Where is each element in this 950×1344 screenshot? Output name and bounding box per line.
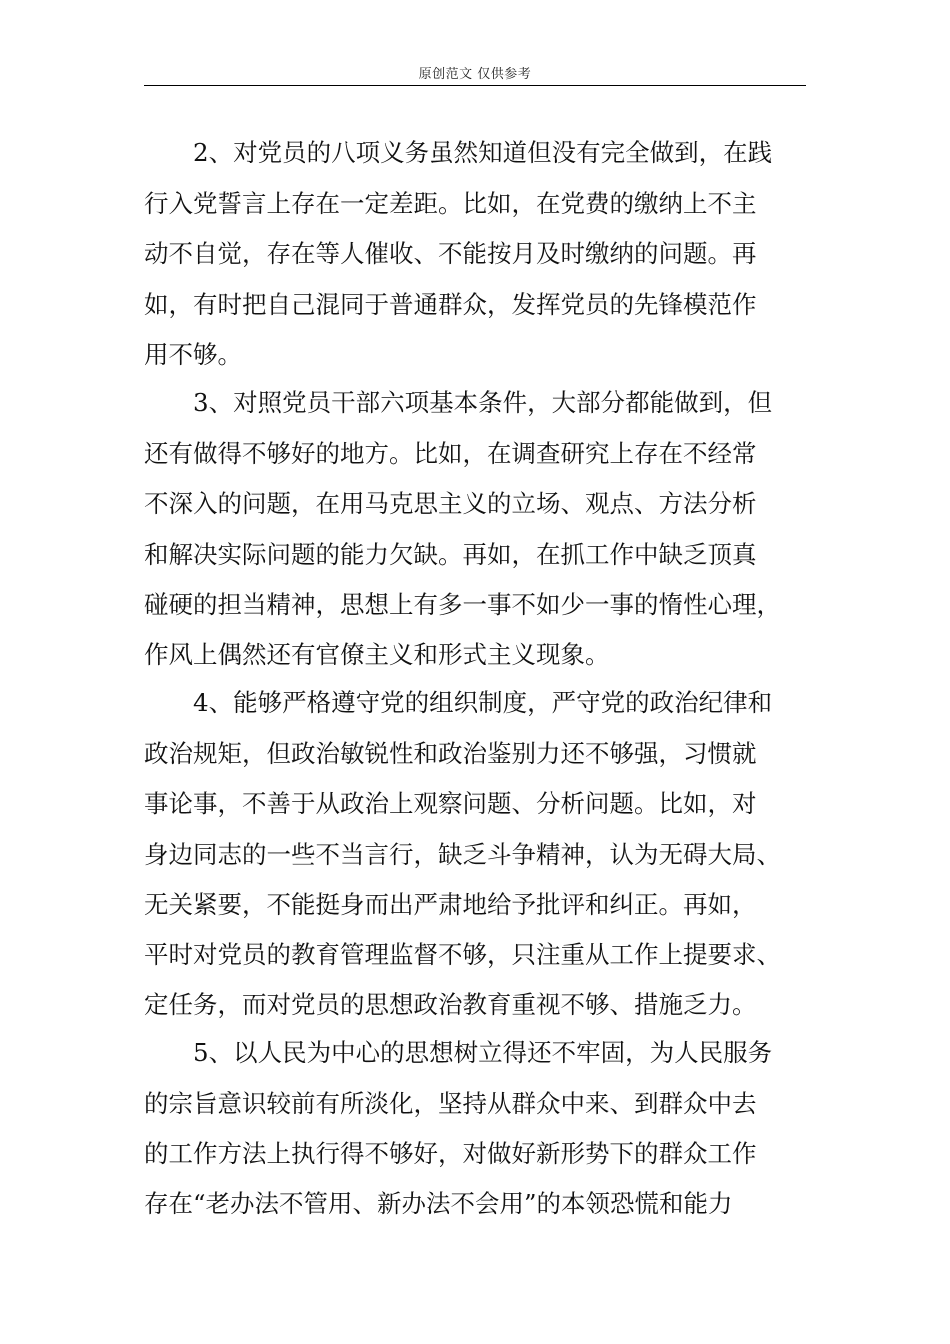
paragraph-4-line-7: 定任务，而对党员的思想政治教育重视不够、措施乏力。 xyxy=(144,990,757,1019)
paragraph-2-line-3: 动不自觉，存在等人催收、不能按月及时缴纳的问题。再 xyxy=(144,239,757,268)
paragraph-5-line-4: 存在“老办法不管用、新办法不会用”的本领恐慌和能力 xyxy=(144,1189,733,1218)
paragraph-5-line-1: 5、以人民为中心的思想树立得还不牢固，为人民服务 xyxy=(193,1038,773,1067)
paragraph-3-line-3: 不深入的问题，在用马克思主义的立场、观点、方法分析 xyxy=(144,489,757,518)
paragraph-5-line-2: 的宗旨意识较前有所淡化，坚持从群众中来、到群众中去 xyxy=(144,1089,757,1118)
paragraph-3-line-6: 作风上偶然还有官僚主义和形式主义现象。 xyxy=(144,640,610,669)
paragraph-2-line-2: 行入党誓言上存在一定差距。比如，在党费的缴纳上不主 xyxy=(144,189,757,218)
page-header: 原创范文 仅供参考 xyxy=(418,67,532,82)
paragraph-5-line-3: 的工作方法上执行得不够好，对做好新形势下的群众工作 xyxy=(144,1139,757,1168)
paragraph-2-line-5: 用不够。 xyxy=(144,340,242,369)
paragraph-4-line-1: 4、能够严格遵守党的组织制度，严守党的政治纪律和 xyxy=(193,688,773,717)
paragraph-4-line-6: 平时对党员的教育管理监督不够，只注重从工作上提要求、 xyxy=(144,940,781,969)
paragraph-4-line-4: 身边同志的一些不当言行，缺乏斗争精神，认为无碍大局、 xyxy=(144,840,781,869)
paragraph-3-line-2: 还有做得不够好的地方。比如，在调查研究上存在不经常 xyxy=(144,439,757,468)
paragraph-3-line-1: 3、对照党员干部六项基本条件，大部分都能做到，但 xyxy=(193,388,773,417)
paragraph-2-line-4: 如，有时把自己混同于普通群众，发挥党员的先锋模范作 xyxy=(144,290,757,319)
paragraph-4-line-5: 无关紧要，不能挺身而出严肃地给予批评和纠正。再如， xyxy=(144,890,757,919)
paragraph-4-line-2: 政治规矩，但政治敏锐性和政治鉴别力还不够强，习惯就 xyxy=(144,739,757,768)
paragraph-3-line-5: 碰硬的担当精神，思想上有多一事不如少一事的惰性心理， xyxy=(144,590,781,619)
paragraph-4-line-3: 事论事，不善于从政治上观察问题、分析问题。比如，对 xyxy=(144,789,757,818)
paragraph-2-line-1: 2、对党员的八项义务虽然知道但没有完全做到，在践 xyxy=(193,138,773,167)
header-rule xyxy=(144,85,806,86)
paragraph-3-line-4: 和解决实际问题的能力欠缺。再如，在抓工作中缺乏顶真 xyxy=(144,540,757,569)
